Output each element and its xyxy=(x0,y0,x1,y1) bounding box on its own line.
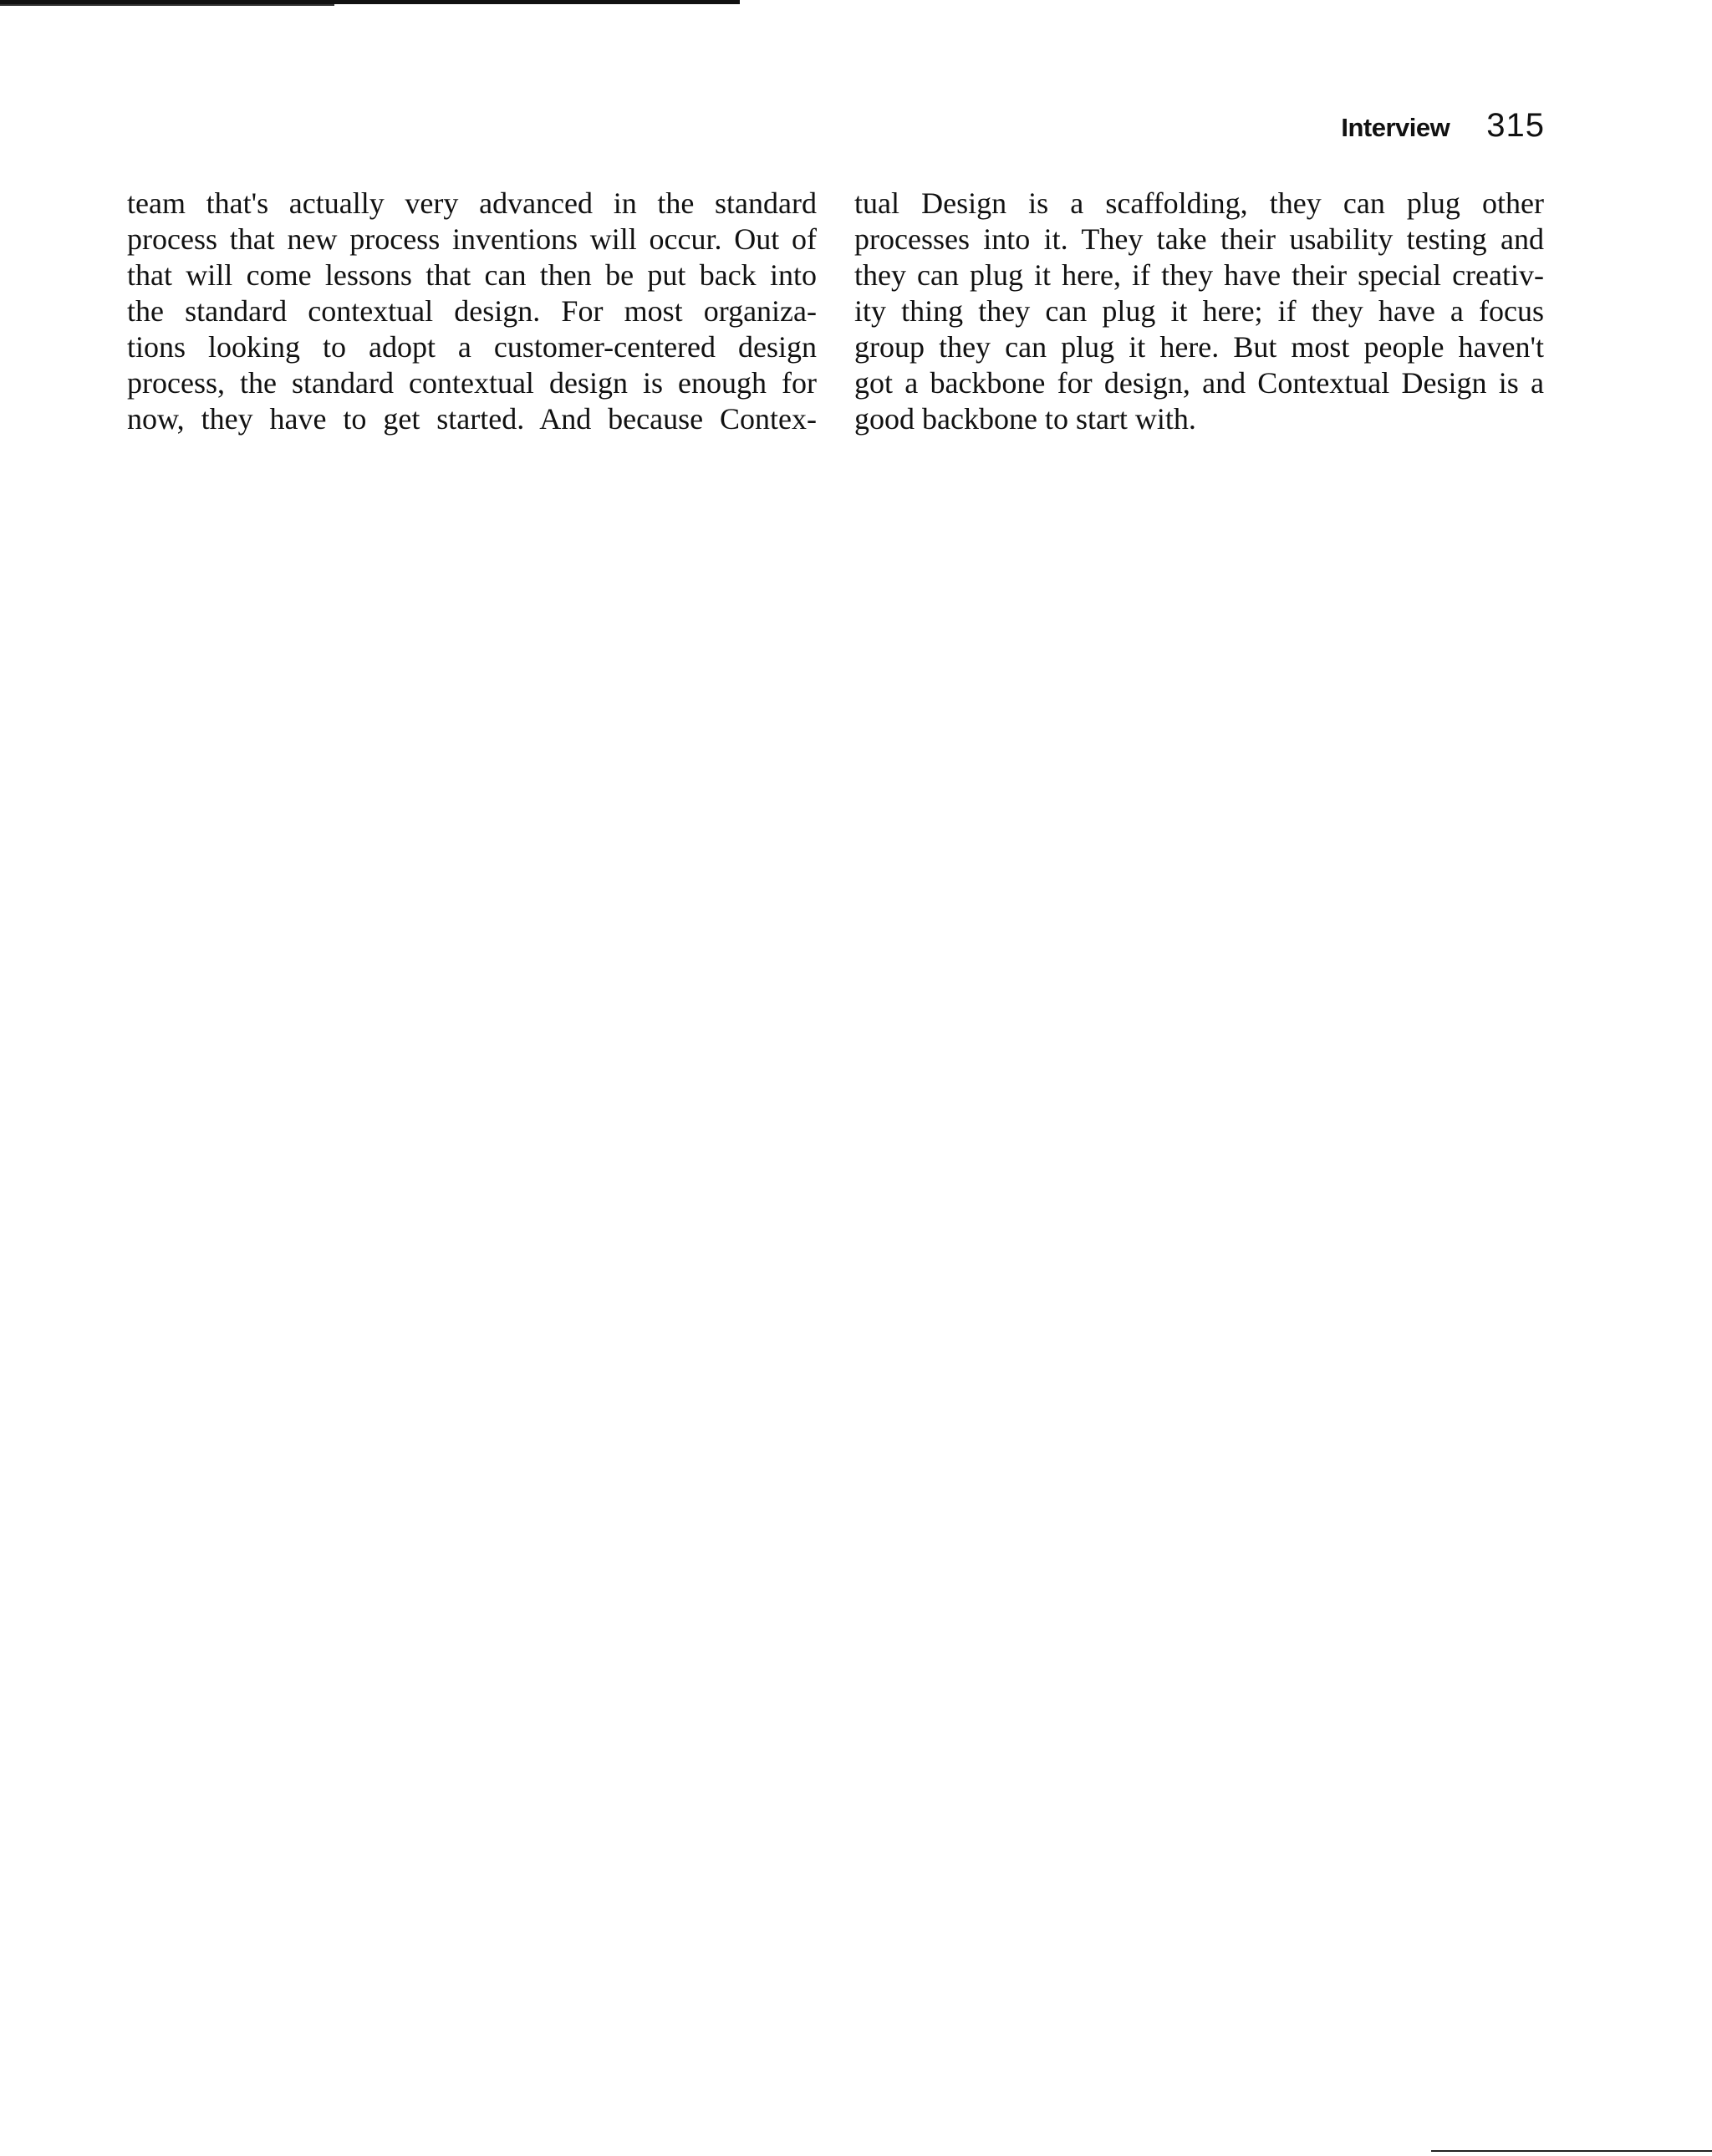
running-head xyxy=(1341,107,1545,145)
text-line: process that new process inventions will occur. Out of xyxy=(127,222,817,256)
text-line: team that's actually very advanced in the standard xyxy=(127,186,817,220)
right-column xyxy=(854,186,1544,437)
text-line: now, they have to get started. And because Contex- xyxy=(127,402,817,436)
text-line: that will come lessons that can then be put back into xyxy=(127,258,817,292)
text-line: processes into it. They take their usability testing and xyxy=(854,222,1544,256)
left-column xyxy=(127,186,817,437)
text-line: tions looking to adopt a customer-centered design xyxy=(127,330,817,364)
text-line: good backbone to start with. xyxy=(854,402,1196,436)
top-rule-shadow xyxy=(0,4,334,6)
bottom-rule xyxy=(1431,2150,1712,2152)
text-line: tual Design is a scaffolding, they can plug other xyxy=(854,186,1544,220)
text-line: they can plug it here, if they have their special creativ- xyxy=(854,258,1544,292)
text-line: process, the standard contextual design is enough for xyxy=(127,366,817,400)
text-line: got a backbone for design, and Contextual Design is a xyxy=(854,366,1544,400)
text-line: group they can plug it here. But most people haven't xyxy=(854,330,1544,364)
text-line: the standard contextual design. For most organiza- xyxy=(127,294,817,328)
text-line: ity thing they can plug it here; if they have a focus xyxy=(854,294,1544,328)
page-number: 315 xyxy=(1486,107,1545,144)
section-name: Interview xyxy=(1341,113,1450,142)
